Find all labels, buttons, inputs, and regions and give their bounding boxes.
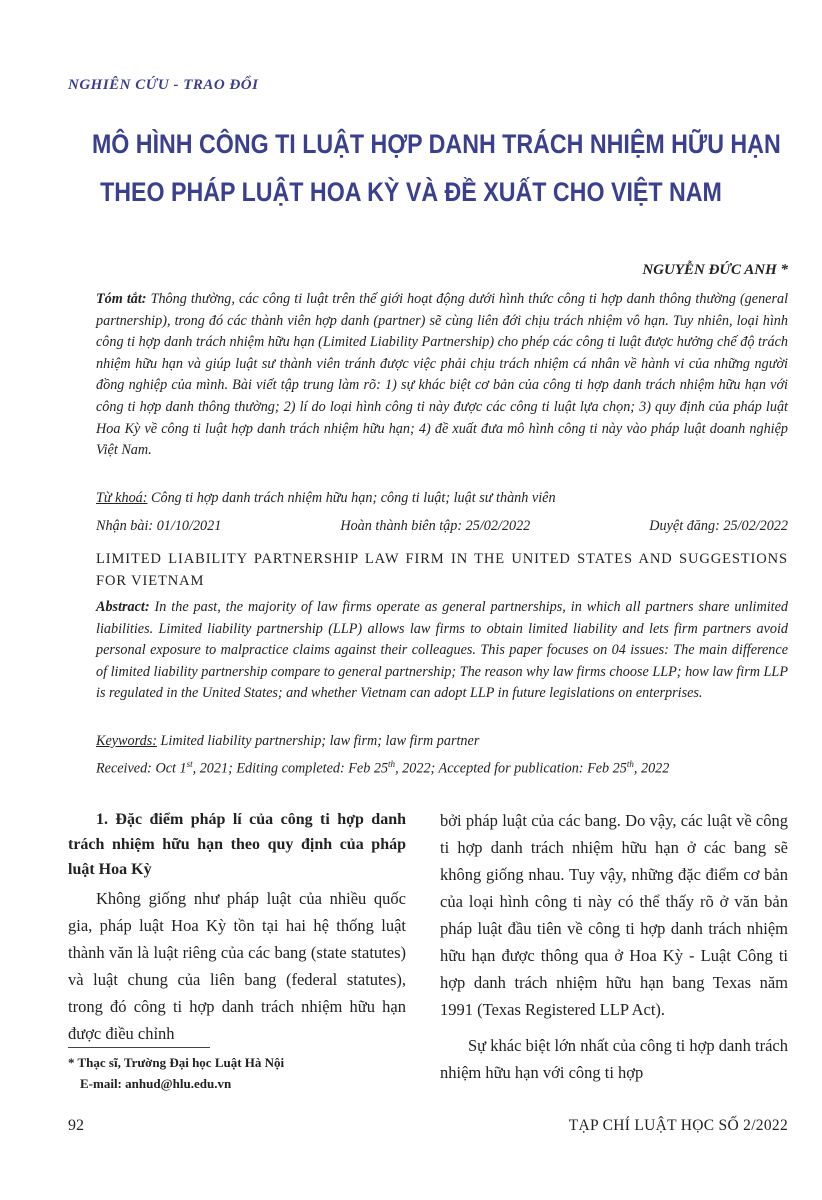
dates-vietnamese: [96, 518, 788, 535]
dates-english-part-1: Received: Oct 1: [96, 760, 187, 777]
date-received: Nhận bài: 01/10/2021: [96, 518, 222, 534]
footnote-email: E-mail: anhud@hlu.edu.vn: [80, 1076, 232, 1091]
body-paragraph: bởi pháp luật của các bang. Do vậy, các luật về công ti hợp danh trách nhiệm hữu hạn ở các bang sẽ không giống nhau. Tuy vậy, những đặc điểm cơ bản của loại hình công ti này có thể thấy rõ ở văn bản pháp luật đầu tiên về công ti hợp danh trách nhiệm hữu hạn được thông qua ở Hoa Kỳ - Luật Công ti hợp danh trách nhiệm hữu hạn bang Texas năm 1991 (Texas Registered LLP Act).: [440, 811, 788, 1019]
body-column-left: [68, 807, 406, 1047]
section-label: NGHIÊN CỨU - TRAO ĐỔI: [68, 77, 259, 93]
keywords-vietnamese-label: Từ khoá:: [96, 490, 148, 506]
abstract-english-label: Abstract:: [96, 599, 150, 615]
english-title: LIMITED LIABILITY PARTNERSHIP LAW FIRM IN THE UNITED STATES AND SUGGESTIONS FOR VIETNAM: [96, 551, 788, 589]
footnote-divider: [68, 1047, 210, 1048]
footnote-affiliation: * Thạc sĩ, Trường Đại học Luật Hà Nội: [68, 1055, 285, 1070]
body-paragraph: Không giống như pháp luật của nhiều quốc gia, pháp luật Hoa Kỳ tồn tại hai hệ thống luật thành văn là luật riêng của các bang (state statutes) và luật chung của liên bang (federal statutes), trong đó công ti hợp danh trách nhiệm hữu hạn được điều chỉnh: [68, 889, 406, 1043]
body-paragraph: Sự khác biệt lớn nhất của công ti hợp danh trách nhiệm hữu hạn với công ti hợp: [440, 1036, 788, 1082]
dates-english-sup-1: st: [186, 759, 193, 769]
date-accepted: Duyệt đăng: 25/02/2022: [649, 518, 788, 534]
author-name: NGUYỄN ĐỨC ANH *: [642, 262, 788, 278]
article-title: [91, 120, 781, 216]
dates-english-sup-3: th: [626, 759, 634, 769]
abstract-vietnamese-label: Tóm tắt:: [96, 291, 147, 307]
abstract-vietnamese: [96, 289, 788, 462]
dates-english: [96, 759, 669, 778]
section-heading: 1. Đặc điểm pháp lí của công ti hợp danh trách nhiệm hữu hạn theo quy định của pháp luật Hoa Kỳ: [68, 811, 406, 878]
article-title-line-1: MÔ HÌNH CÔNG TI LUẬT HỢP DANH TRÁCH NHIỆM HỮU HẠN: [91, 129, 781, 159]
journal-name: TẠP CHÍ LUẬT HỌC SỐ 2/2022: [568, 1117, 788, 1134]
footnote: [68, 1052, 284, 1094]
date-edited: Hoàn thành biên tập: 25/02/2022: [340, 518, 531, 534]
dates-english-part-4: , 2022: [633, 760, 670, 777]
keywords-english-label: Keywords:: [96, 733, 157, 749]
article-title-line-2: THEO PHÁP LUẬT HOA KỲ VÀ ĐỀ XUẤT CHO VIỆT NAM: [100, 177, 722, 207]
keywords-english: [96, 733, 479, 750]
dates-english-part-2: , 2021; Editing completed: Feb 25: [192, 760, 389, 777]
abstract-english-text: In the past, the majority of law firms operate as general partnerships, in which all partners share unlimited liabilities. Limited liability partnership (LLP) allows law firms to obtain limited liability and lets firm partners avoid personal exposure to malpractice claims against their colleagues. This paper focuses on 04 issues: The main difference of limited liability partnership compare to general partnership; The reason why law firms choose LLP; how law firm LLP is regulated in the United States; and whether Vietnam can adopt LLP in future legislations on enterprises.: [96, 599, 788, 702]
dates-english-sup-2: th: [388, 759, 396, 769]
keywords-english-text: Limited liability partnership; law firm; law firm partner: [156, 733, 480, 749]
keywords-vietnamese: [96, 490, 556, 507]
body-column-right: [440, 807, 788, 1086]
abstract-english: [96, 597, 788, 705]
keywords-vietnamese-text: Công ti hợp danh trách nhiệm hữu hạn; công ti luật; luật sư thành viên: [147, 490, 556, 506]
page-number: 92: [68, 1117, 84, 1134]
dates-english-part-3: , 2022; Accepted for publication: Feb 25: [395, 760, 627, 777]
abstract-vietnamese-text: Thông thường, các công ti luật trên thế giới hoạt động dưới hình thức công ti hợp danh thông thường (general partnership), trong đó các thành viên hợp danh (partner) sẽ cùng liên đới chịu trách nhiệm vô hạn. Tuy nhiên, loại hình công ti hợp danh trách nhiệm hữu hạn (Limited Liability Partnership) cho phép các công ti luật được hưởng chế độ trách nhiệm hữu hạn và giúp luật sư thành viên tránh được việc phải chịu trách nhiệm cá nhân về hành vi của những người đồng nghiệp của mình. Bài viết tập trung làm rõ: 1) sự khác biệt cơ bản của công ti hợp danh trách nhiệm hữu hạn với công ti hợp danh thông thường; 2) lí do loại hình công ti này được các công ti luật lựa chọn; 3) quy định của pháp luật Hoa Kỳ về công ti luật hợp danh trách nhiệm hữu hạn; 4) đề xuất đưa mô hình công ti này vào pháp luật doanh nghiệp Việt Nam.: [96, 291, 789, 459]
